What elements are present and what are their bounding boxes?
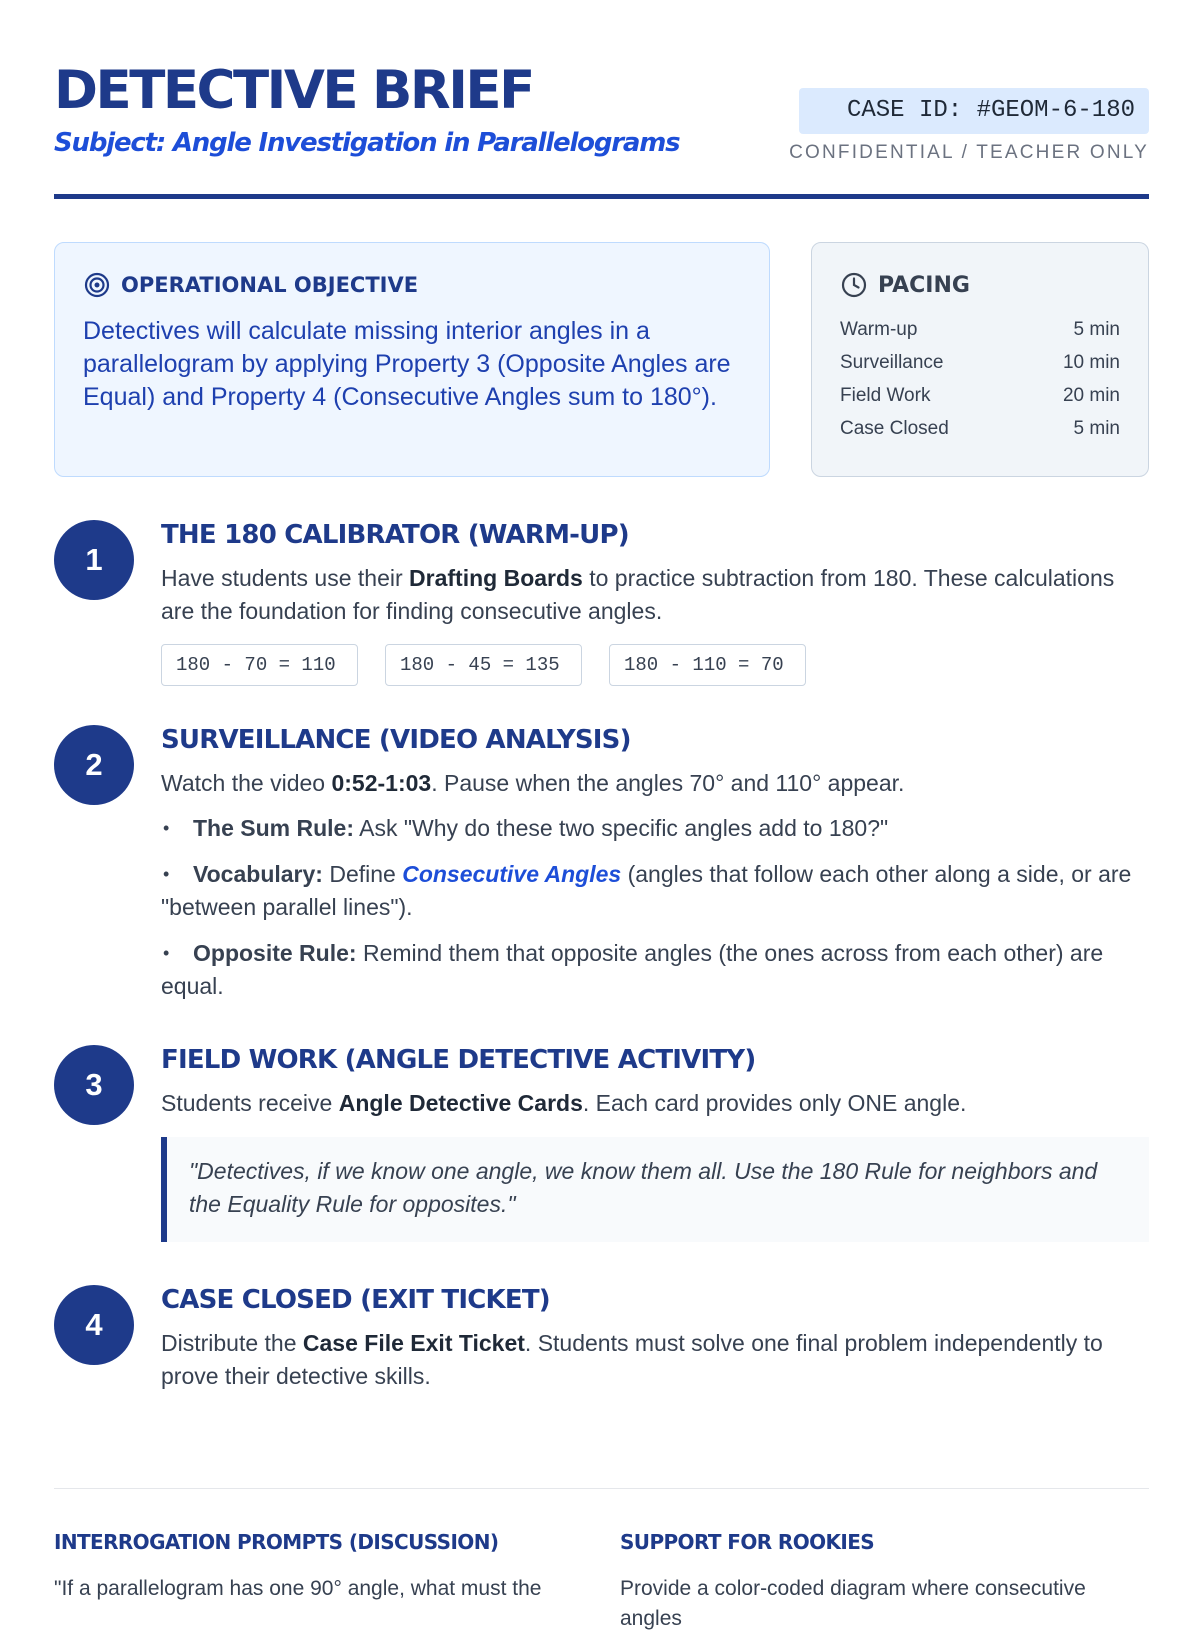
step-body: [161, 520, 1149, 686]
step-body: [161, 725, 1149, 1016]
pacing-heading: PACING: [878, 272, 970, 298]
calculation-chip: 180 - 70 = 110: [161, 644, 358, 686]
target-icon: [83, 271, 111, 299]
lesson-plan-page: [54, 0, 1149, 1630]
step-title: FIELD WORK (ANGLE DETECTIVE ACTIVITY): [161, 1045, 756, 1075]
step-title: CASE CLOSED (EXIT TICKET): [161, 1285, 550, 1315]
interrogation-prompts-title: INTERROGATION PROMPTS (DISCUSSION): [54, 1530, 499, 1554]
pacing-row: [840, 412, 1120, 445]
step-description: Students receive Angle Detective Cards. Each card provides only ONE angle.: [161, 1090, 967, 1116]
objective-card: [54, 242, 770, 477]
pacing-value: 5 min: [1073, 418, 1120, 439]
pacing-value: 10 min: [1062, 352, 1120, 373]
step-description: Have students use their Drafting Boards to practice subtraction from 180. These calculations are the foundation for finding consecutive angles.: [161, 565, 1115, 624]
pacing-row: [840, 379, 1120, 412]
bullet-vocabulary: • Vocabulary: Define Consecutive Angles (angles that follow each other along a side, or are "between parallel lines").: [161, 858, 1149, 924]
interrogation-prompts-section: [54, 1530, 574, 1604]
pacing-row: [840, 313, 1120, 346]
step-title: SURVEILLANCE (VIDEO ANALYSIS): [161, 725, 631, 755]
clock-icon: [840, 271, 868, 299]
calculation-examples: [161, 644, 1149, 686]
bullet-icon: •: [163, 943, 170, 963]
case-id-badge: CASE ID: #GEOM-6-180: [799, 88, 1149, 134]
calculation-chip: 180 - 45 = 135: [385, 644, 582, 686]
header-divider: [54, 194, 1149, 199]
pacing-label: Surveillance: [840, 352, 944, 373]
rookie-support-title: SUPPORT FOR ROOKIES: [620, 1530, 875, 1554]
confidential-label: CONFIDENTIAL / TEACHER ONLY: [789, 142, 1149, 163]
discussion-bullets: [161, 812, 1149, 1003]
objective-heading: OPERATIONAL OBJECTIVE: [121, 273, 419, 297]
bullet-icon: •: [163, 818, 170, 838]
pacing-heading-row: [840, 271, 1120, 299]
step-description: Watch the video 0:52-1:03. Pause when the angles 70° and 110° appear.: [161, 770, 905, 796]
pacing-label: Field Work: [840, 385, 931, 406]
rookie-support-section: [620, 1530, 1149, 1634]
step-number-badge: 4: [54, 1285, 134, 1365]
step-number-badge: 3: [54, 1045, 134, 1125]
step-body: [161, 1045, 1149, 1242]
step-title: THE 180 CALIBRATOR (WARM-UP): [161, 520, 629, 550]
pacing-card: [811, 242, 1149, 477]
vocab-term: Consecutive Angles: [402, 861, 622, 887]
header: [54, 56, 1149, 201]
calculation-chip: 180 - 110 = 70: [609, 644, 806, 686]
pacing-list: [840, 313, 1120, 445]
bullet-sum-rule: • The Sum Rule: Ask "Why do these two specific angles add to 180?": [161, 812, 1149, 845]
pacing-value: 5 min: [1073, 319, 1120, 340]
interrogation-prompts-text: "If a parallelogram has one 90° angle, what must the: [54, 1577, 542, 1600]
step-number-badge: 1: [54, 520, 134, 600]
pacing-value: 20 min: [1062, 385, 1120, 406]
objective-heading-row: [83, 271, 741, 299]
objective-text: Detectives will calculate missing interior angles in a parallelogram by applying Property 3 (Opposite Angles are Equal) and Property 4 (Consecutive Angles sum to 180°).: [83, 317, 731, 411]
pacing-row: [840, 346, 1120, 379]
step-number-badge: 2: [54, 725, 134, 805]
teacher-quote: "Detectives, if we know one angle, we know them all. Use the 180 Rule for neighbors and the Equality Rule for opposites.": [161, 1137, 1149, 1242]
step-description: Distribute the Case File Exit Ticket. Students must solve one final problem independently to prove their detective skills.: [161, 1330, 1103, 1389]
page-title: DETECTIVE BRIEF: [54, 60, 533, 121]
pacing-label: Case Closed: [840, 418, 949, 439]
bullet-icon: •: [163, 864, 170, 884]
page-subtitle: Subject: Angle Investigation in Parallelograms: [54, 128, 680, 158]
footer-divider: [54, 1488, 1149, 1489]
rookie-support-text: Provide a color-coded diagram where consecutive angles: [620, 1577, 1086, 1630]
step-body: [161, 1285, 1149, 1393]
bullet-opposite-rule: • Opposite Rule: Remind them that opposite angles (the ones across from each other) are equal.: [161, 937, 1149, 1003]
pacing-label: Warm-up: [840, 319, 918, 340]
